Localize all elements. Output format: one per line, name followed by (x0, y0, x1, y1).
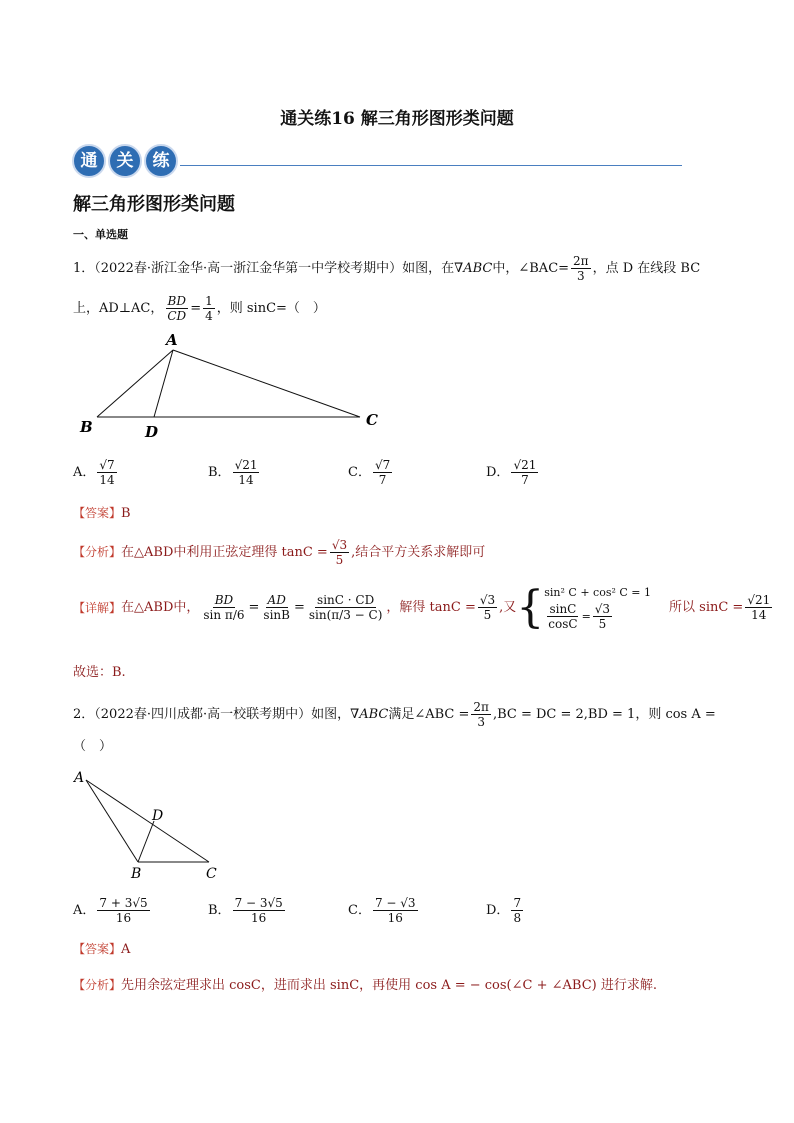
q1-detail-frac3 (307, 593, 385, 622)
q1-detail-d: 所以 sinC = (669, 599, 744, 615)
badge-tong: 通 (72, 144, 106, 178)
q1-mid: 中，∠BAC= (492, 261, 570, 276)
q1-angle-frac (571, 254, 591, 283)
q1-detail: 【详解】 在△ABD中， $\frac{BD}{\text{sin π/6}}$ = $\frac{AD}{\sin B}$ = $\frac{\sin C \cdot CD}{\sin(\pi/3 - C)}$ ，解得 tanC = $\frac{√3}{5}$ ,又 { sin² C + cos² C = 1 $\frac{\sin C}{\cos C}$ = $\frac{√3}{5}$ 所以 sinC = $\frac{√21}{14}$ (73, 581, 771, 633)
q1-system-eq2 (544, 602, 651, 631)
q1-system (544, 584, 651, 631)
q1-option-b-frac (233, 458, 260, 487)
q1-option-b-num: √21 (234, 458, 258, 472)
q1-label-b: B (80, 418, 93, 436)
q1-analysis (73, 538, 485, 567)
q1-detail-tan-frac (478, 593, 497, 622)
q1-detail-result-num: √21 (747, 593, 771, 607)
q1-line1 (73, 254, 700, 283)
q2-mid: 满足∠ABC = (388, 707, 470, 722)
q1-detail-tan-den: 5 (483, 608, 492, 622)
q2-analysis-text: 先用余弦定理求出 cosC，进而求出 sinC，再使用 cos A = − cos(∠C + ∠ABC) 进行求解. (121, 978, 657, 993)
q2-angle-frac (471, 700, 491, 729)
q2-line1 (73, 700, 716, 729)
section-heading: 解三角形图形类问题 (73, 194, 235, 215)
q2-source: （2022春·四川成都·高一校联考期中）如图， (94, 707, 351, 722)
q2-triangle: ∇ABC (350, 707, 389, 722)
q1-line2 (73, 294, 326, 323)
q1-answer (73, 504, 131, 523)
q2-answer (73, 940, 130, 959)
page-title: 通关练16 解三角形图形类问题 (280, 109, 514, 129)
q2-label-d: D (152, 808, 164, 824)
q2-angle-num: 2π (473, 700, 489, 714)
q2-option-d-num: 7 (513, 896, 522, 910)
q2-answer-value: A (121, 942, 131, 957)
badge-guan: 关 (108, 144, 142, 178)
q1-option-d-label: D． (486, 465, 510, 480)
q2-edge-ac (86, 780, 209, 862)
q2-option-b-label: B． (208, 903, 231, 918)
q2-option-d-den: 8 (513, 911, 522, 925)
q1-detail-c: ,又 (499, 599, 517, 615)
q1-system-eq2-rden: 5 (598, 617, 607, 631)
q1-detail-tan-num: √3 (479, 593, 496, 607)
q1-answer-tag: 【答案】 (73, 506, 122, 520)
q1-option-c-label: C． (348, 465, 371, 480)
q2-option-a (73, 896, 152, 925)
q2-label-a: A (74, 770, 85, 786)
q2-option-a-label: A． (73, 903, 96, 918)
q1-system-eq1: sin² C + cos² C = 1 (544, 586, 652, 599)
q1-option-a-label: A． (73, 465, 96, 480)
q1-system-eq2-rnum: √3 (594, 602, 611, 616)
q1-line2b: ，则 sinC=（ ） (216, 301, 326, 316)
q1-detail-frac2-num: AD (267, 593, 286, 607)
q1-detail-frac2 (261, 593, 292, 622)
q1-option-d-frac (511, 458, 538, 487)
q1-analysis-frac (330, 538, 349, 567)
q1-edge-ac (173, 350, 360, 417)
q1-option-a-den: 14 (99, 473, 115, 487)
q2-option-d (486, 896, 525, 925)
badge-lian: 练 (144, 144, 178, 178)
q1-ratio-den: CD (167, 309, 187, 323)
q2-option-d-label: D． (486, 903, 510, 918)
q1-label-c: C (366, 411, 378, 429)
q1-detail-b: ，解得 tanC = (386, 599, 476, 615)
q2-answer-tag: 【答案】 (73, 942, 122, 956)
q1-option-a-frac (97, 458, 116, 487)
q1-option-d-num: √21 (513, 458, 537, 472)
q1-angle-num: 2π (573, 254, 589, 268)
q1-system-eq2-num: sinC (549, 602, 577, 616)
q2-option-c (348, 896, 420, 925)
q1-option-c-frac (373, 458, 392, 487)
q2-option-a-frac (97, 896, 149, 925)
q1-option-a (73, 458, 119, 487)
q2-option-d-frac (511, 896, 523, 925)
q1-quarter-frac (203, 294, 215, 323)
q1-line2a: 上，AD⊥AC， (73, 301, 164, 316)
q1-answer-value: B (121, 506, 131, 521)
q2-paren: （ ） (73, 739, 113, 754)
q2-label-c: C (206, 866, 217, 882)
q1-ratio-frac (165, 294, 188, 323)
q1-detail-frac3-num: sinC · CD (317, 593, 375, 607)
q2-option-c-num: 7 − √3 (374, 896, 416, 910)
q1-option-d-den: 7 (521, 473, 529, 487)
q1-analysis-tag: 【分析】 (73, 545, 122, 559)
q1-option-d (486, 458, 540, 487)
q1-quarter-den: 4 (205, 309, 213, 323)
q1-edge-ab (97, 350, 173, 417)
q1-eq: = (190, 301, 202, 316)
q2-edge-bd (138, 821, 154, 862)
q1-conclusion: 故选：B. (73, 665, 126, 680)
q2-option-a-den: 16 (115, 911, 132, 925)
q2-option-a-num: 7 + 3√5 (99, 896, 148, 910)
q1-detail-frac1 (201, 593, 246, 622)
q1-option-b-label: B． (208, 465, 231, 480)
q2-analysis-tag: 【分析】 (73, 978, 122, 992)
subsection-heading: 一、单选题 (73, 228, 128, 241)
q2-label-b: B (131, 866, 142, 882)
q1-number: 1． (73, 261, 95, 276)
q1-source: （2022春·浙江金华·高一浙江金华第一中学校考期中）如图，在 (94, 261, 455, 276)
q1-analysis-a: 在△ABD中利用正弦定理得 tanC = (121, 545, 328, 560)
q1-option-c-den: 7 (378, 473, 387, 487)
q1-analysis-den: 5 (335, 553, 344, 567)
q1-option-b (208, 458, 261, 487)
q1-analysis-b: ,结合平方关系求解即可 (351, 545, 486, 560)
q1-option-c-num: √7 (374, 458, 391, 472)
q1-system-eq2-den: cosC (548, 617, 578, 631)
q2-number: 2． (73, 707, 95, 722)
q1-detail-result-den: 14 (751, 608, 767, 622)
q1-detail-tag: 【详解】 (73, 600, 122, 615)
q1-angle-den: 3 (576, 269, 585, 283)
q2-tail: ,BC = DC = 2,BD = 1，则 cos A = (492, 707, 716, 722)
q2-option-b (208, 896, 287, 925)
header-divider (180, 165, 682, 166)
q2-option-b-num: 7 − 3√5 (234, 896, 283, 910)
q1-label-a: A (166, 331, 178, 349)
q2-analysis (73, 976, 657, 995)
q2-option-c-den: 16 (387, 911, 403, 925)
q2-option-b-den: 16 (251, 911, 267, 925)
q1-detail-result-frac (745, 593, 772, 622)
q1-system-eq2-eq: = (581, 609, 591, 623)
q1-detail-frac2-den: sinB (263, 608, 290, 622)
q2-figure (70, 768, 230, 884)
q1-ratio-num: BD (167, 294, 186, 308)
q1-detail-frac1-num: BD (214, 593, 234, 607)
q1-label-d: D (145, 423, 159, 441)
q2-angle-den: 3 (477, 715, 485, 729)
q1-analysis-num: √3 (331, 538, 348, 552)
q1-tail: ，点 D 在线段 BC (592, 261, 701, 276)
q2-option-c-frac (373, 896, 418, 925)
q1-option-a-num: √7 (99, 458, 115, 472)
q1-detail-frac1-den: sin π/6 (203, 608, 245, 622)
q1-detail-a: 在△ABD中， (121, 599, 200, 615)
q1-figure (70, 328, 390, 443)
q1-quarter-num: 1 (205, 294, 213, 308)
q1-triangle: ∇ABC (454, 261, 493, 276)
q1-system-brace: { (516, 581, 545, 633)
q2-option-b-frac (233, 896, 285, 925)
q1-edge-ad (154, 350, 173, 417)
q2-edge-ab (86, 780, 138, 862)
q2-option-c-label: C． (348, 903, 371, 918)
q1-detail-frac3-den: sin(π/3 − C) (308, 608, 383, 622)
q1-option-b-den: 14 (238, 473, 254, 487)
q1-option-c (348, 458, 394, 487)
